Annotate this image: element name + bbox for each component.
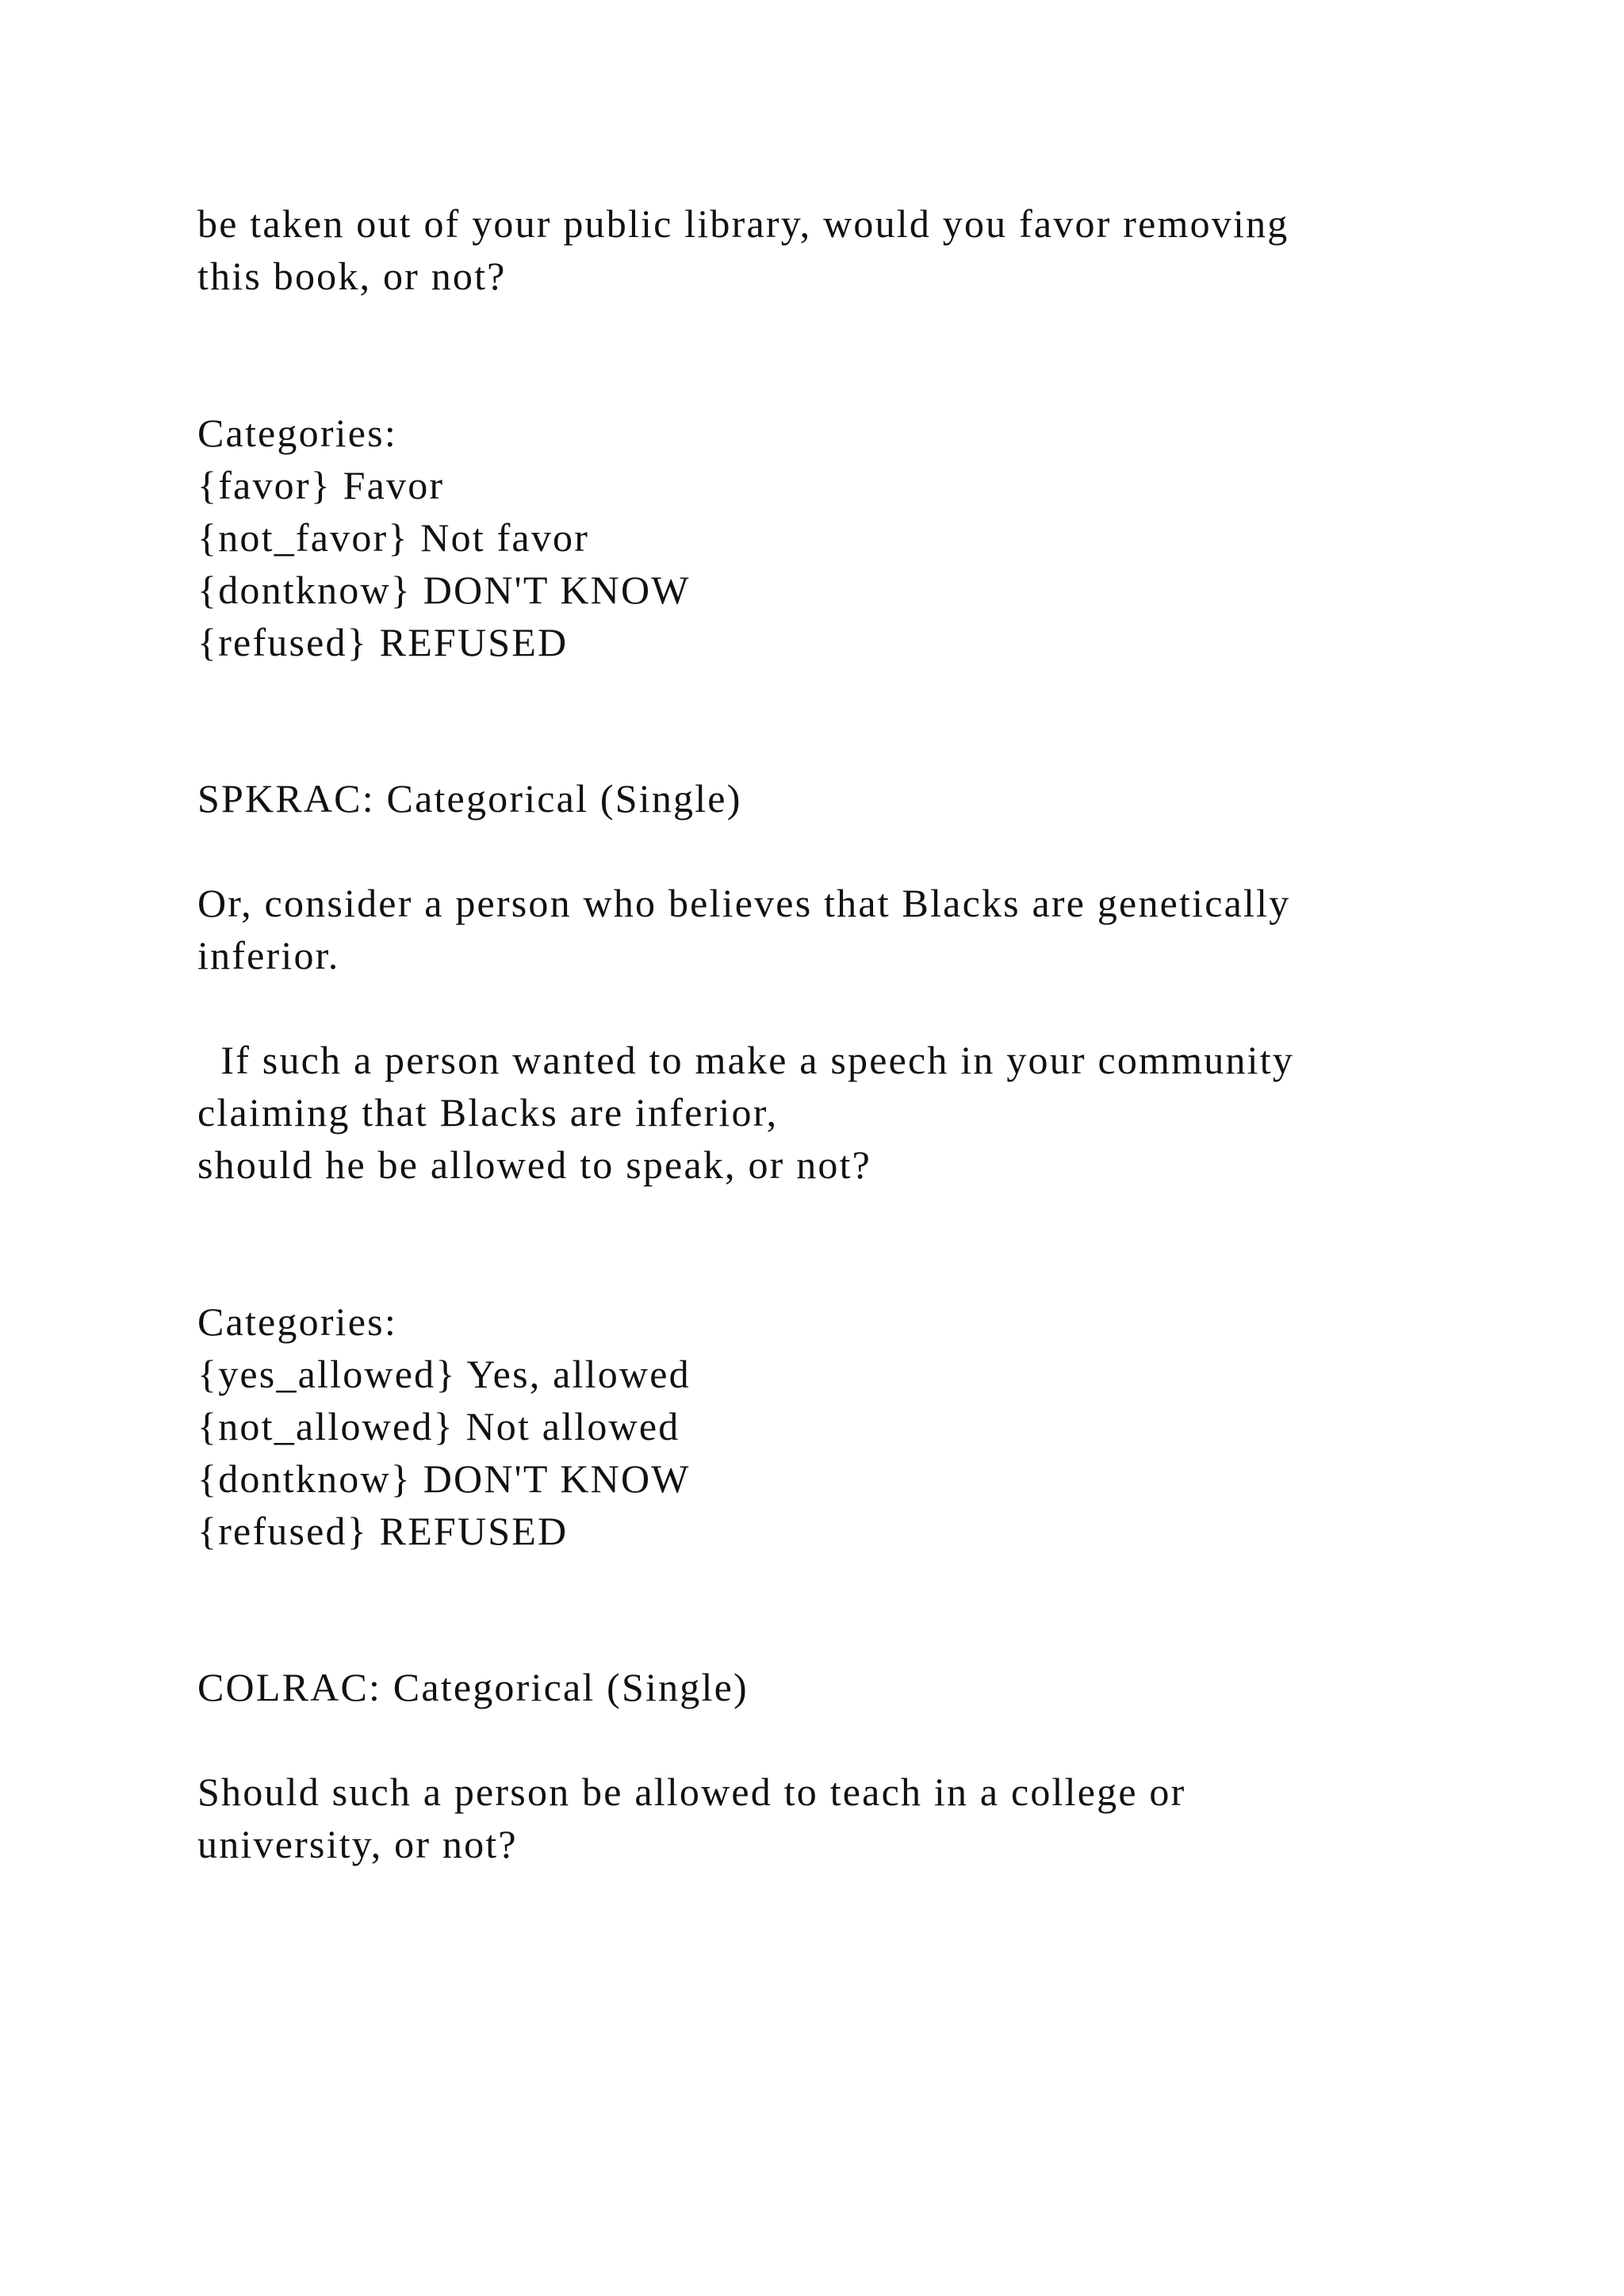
- variable-heading: SPKRAC: Categorical (Single): [197, 776, 742, 821]
- category-item: {refused} REFUSED: [197, 1509, 569, 1553]
- category-item: {dontknow} DON'T KNOW: [197, 1456, 691, 1501]
- question-text: university, or not?: [197, 1822, 518, 1866]
- question-text: should he be allowed to speak, or not?: [197, 1142, 872, 1187]
- category-item: {not_favor} Not favor: [197, 515, 590, 560]
- question-intro: inferior.: [197, 933, 340, 978]
- category-item: {yes_allowed} Yes, allowed: [197, 1352, 691, 1396]
- question-text: If such a person wanted to make a speech in your community: [197, 1038, 1295, 1082]
- question-intro: Or, consider a person who believes that Blacks are genetically: [197, 881, 1291, 925]
- question-text: this book, or not?: [197, 254, 507, 298]
- category-item: {not_allowed} Not allowed: [197, 1404, 680, 1448]
- question-text: claiming that Blacks are inferior,: [197, 1090, 779, 1135]
- category-item: {favor} Favor: [197, 463, 445, 507]
- categories-heading: Categories:: [197, 1299, 397, 1344]
- category-item: {dontknow} DON'T KNOW: [197, 568, 691, 612]
- category-item: {refused} REFUSED: [197, 620, 569, 664]
- question-text: be taken out of your public library, would you favor removing: [197, 201, 1289, 246]
- categories-heading: Categories:: [197, 411, 397, 455]
- variable-heading: COLRAC: Categorical (Single): [197, 1665, 749, 1709]
- question-text: Should such a person be allowed to teach in a college or: [197, 1770, 1186, 1814]
